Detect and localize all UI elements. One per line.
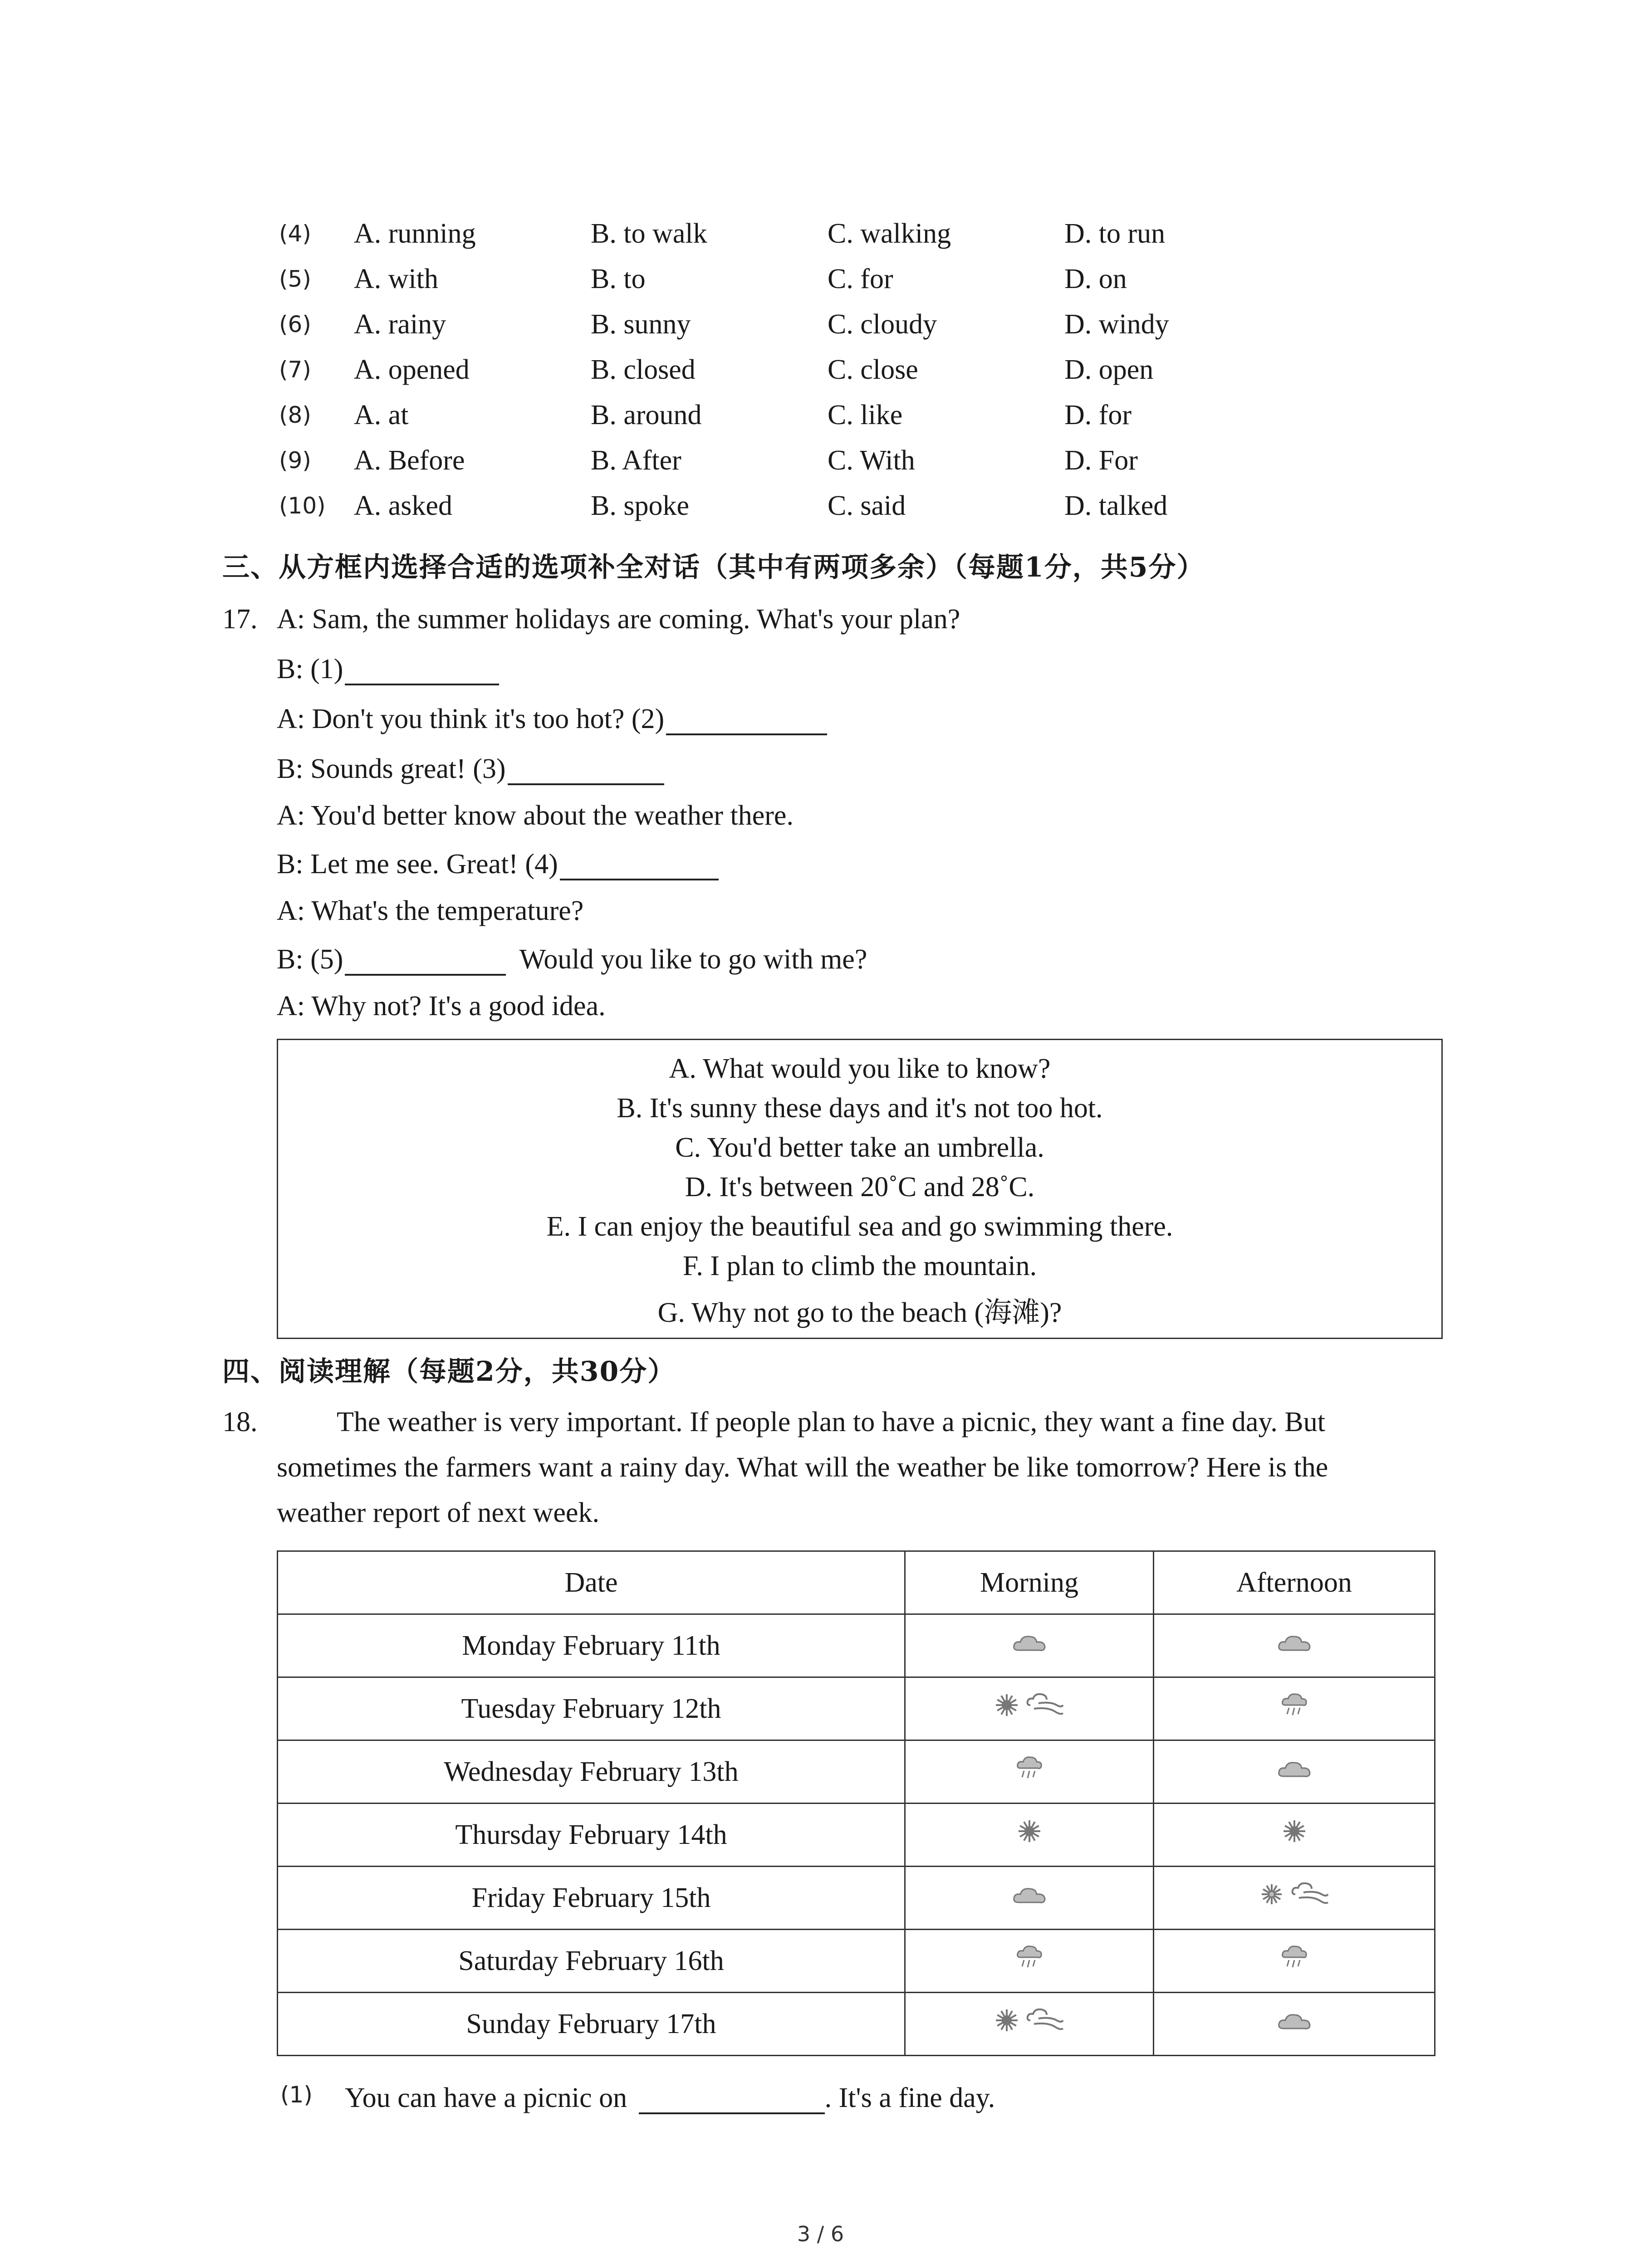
blank-2[interactable] (666, 706, 827, 735)
date-cell: Sunday February 17th (278, 1993, 905, 2056)
date-cell: Monday February 11th (278, 1614, 905, 1677)
weather-icons (1258, 1881, 1331, 1908)
blank-3[interactable] (508, 756, 664, 785)
dialog-text: B: (5) (277, 944, 343, 975)
afternoon-weather-cell (1154, 1677, 1435, 1740)
option-b[interactable]: B. After (591, 445, 681, 476)
afternoon-weather-cell (1154, 1867, 1435, 1930)
choice-a: A. What would you like to know? (669, 1053, 1051, 1084)
option-d[interactable]: D. windy (1064, 309, 1169, 340)
option-a[interactable]: A. with (354, 264, 438, 294)
weather-icons (1277, 1758, 1312, 1781)
sub-question-1-number (280, 2077, 313, 2110)
option-b[interactable]: B. around (591, 400, 702, 430)
option-b[interactable]: B. to walk (591, 218, 707, 249)
afternoon-weather-cell (1154, 1804, 1435, 1867)
option-a[interactable]: A. opened (354, 354, 470, 385)
question-17-number: 17. (222, 604, 258, 635)
windy-icon (1290, 1881, 1331, 1908)
cloudy-icon (1277, 1758, 1312, 1781)
option-number: (5) (279, 266, 311, 292)
sub-question-text: You can have a picnic on (345, 2082, 627, 2113)
blank-4[interactable] (560, 851, 719, 880)
afternoon-weather-cell (1154, 1740, 1435, 1804)
weather-icons (1016, 1755, 1043, 1782)
dialog-line-4 (277, 753, 664, 785)
cloudy-icon (1277, 1632, 1312, 1655)
rainy-icon (1016, 1755, 1043, 1782)
date-cell: Saturday February 16th (278, 1930, 905, 1993)
dialog-text: A: Don't you think it's too hot? (2) (277, 704, 665, 734)
rainy-icon (1016, 1944, 1043, 1971)
option-c[interactable]: C. for (828, 264, 893, 294)
dialog-line-7: A: What's the temperature? (277, 895, 584, 926)
snowy-icon (1258, 1881, 1285, 1908)
dialog-text: Would you like to go with me? (519, 944, 867, 975)
option-number: (6) (279, 311, 311, 337)
sub-question-1 (345, 2082, 995, 2114)
dialog-line-3 (277, 703, 827, 735)
dialog-line-2 (277, 653, 499, 685)
afternoon-weather-cell (1154, 1614, 1435, 1677)
option-b[interactable]: B. sunny (591, 309, 691, 340)
table-row (278, 1677, 1435, 1740)
option-d[interactable]: D. talked (1064, 490, 1168, 521)
morning-weather-cell (905, 1930, 1154, 1993)
option-a[interactable]: A. asked (354, 490, 452, 521)
option-number: (10) (279, 493, 326, 519)
table-row (278, 1614, 1435, 1677)
dialog-line-8 (277, 943, 867, 976)
table-row (278, 1930, 1435, 1993)
choice-box (277, 1039, 1443, 1339)
morning-weather-cell (905, 1993, 1154, 2056)
option-c[interactable]: C. cloudy (828, 309, 937, 340)
blank-5[interactable] (345, 947, 506, 976)
section-3-heading: 三、从方框内选择合适的选项补全对话（其中有两项多余）（每题1分，共5分） (222, 552, 1205, 583)
sub-question-number: (1) (280, 2082, 313, 2108)
option-b[interactable]: B. spoke (591, 490, 689, 521)
weather-icons (1016, 1944, 1043, 1971)
option-d[interactable]: D. for (1064, 400, 1132, 430)
section-4-heading: 四、阅读理解（每题2分，共30分） (222, 1356, 676, 1388)
header-morning: Morning (905, 1551, 1154, 1614)
option-c[interactable]: C. walking (828, 218, 951, 249)
weather-icons (1277, 1632, 1312, 1655)
morning-weather-cell (905, 1740, 1154, 1804)
morning-weather-cell (905, 1804, 1154, 1867)
cloudy-icon (1012, 1632, 1047, 1655)
option-d[interactable]: D. open (1064, 354, 1154, 385)
weather-icons (993, 2007, 1066, 2034)
dialog-line-9: A: Why not? It's a good idea. (277, 991, 606, 1022)
cloudy-icon (1277, 2010, 1312, 2033)
weather-icons (1281, 1818, 1308, 1845)
passage-line-2: sometimes the farmers want a rainy day. What will the weather be like tomorrow? Here is the (277, 1452, 1328, 1483)
choice-g: G. Why not go to the beach (海滩)? (657, 1297, 1062, 1328)
option-b[interactable]: B. to (591, 264, 646, 294)
blank-1[interactable] (345, 656, 499, 685)
option-a[interactable]: A. running (354, 218, 476, 249)
header-afternoon: Afternoon (1154, 1551, 1435, 1614)
page-number: 3 / 6 (797, 2222, 844, 2246)
option-d[interactable]: D. on (1064, 264, 1127, 294)
afternoon-weather-cell (1154, 1993, 1435, 2056)
dialog-line-1: A: Sam, the summer holidays are coming. What's your plan? (277, 604, 960, 635)
option-a[interactable]: A. at (354, 400, 409, 430)
option-number: (7) (279, 357, 311, 383)
answer-blank[interactable] (639, 2085, 825, 2114)
date-cell: Friday February 15th (278, 1867, 905, 1930)
passage-line-3: weather report of next week. (277, 1497, 599, 1528)
option-number: (9) (279, 447, 311, 474)
dialog-text: B: Sounds great! (3) (277, 753, 506, 784)
option-number: (4) (279, 220, 311, 247)
option-d[interactable]: D. to run (1064, 218, 1166, 249)
dialog-text: B: (1) (277, 654, 343, 684)
choice-b: B. It's sunny these days and it's not too hot. (617, 1093, 1103, 1124)
dialog-line-5: A: You'd better know about the weather there. (277, 800, 794, 831)
option-number: (8) (279, 402, 311, 428)
sunny-icon (1016, 1818, 1043, 1845)
option-c[interactable]: C. With (828, 445, 915, 476)
table-header-row (278, 1551, 1435, 1614)
header-date: Date (278, 1551, 905, 1614)
weather-icons (993, 1691, 1066, 1719)
date-cell: Wednesday February 13th (278, 1740, 905, 1804)
sunny-icon (1281, 1818, 1308, 1845)
option-c[interactable]: C. like (828, 400, 903, 430)
sub-question-text: . It's a fine day. (824, 2082, 995, 2113)
rainy-icon (1281, 1944, 1308, 1971)
weather-icons (1016, 1818, 1043, 1845)
question-18-number: 18. (222, 1407, 258, 1437)
afternoon-weather-cell (1154, 1930, 1435, 1993)
option-a[interactable]: A. rainy (354, 309, 446, 340)
dialog-line-6 (277, 848, 719, 880)
weather-report-table (277, 1550, 1435, 2056)
rainy-icon (1281, 1691, 1308, 1719)
option-c[interactable]: C. close (828, 354, 918, 385)
option-d[interactable]: D. For (1064, 445, 1138, 476)
weather-icons (1277, 2010, 1312, 2033)
table-row (278, 1740, 1435, 1804)
weather-icons (1012, 1884, 1047, 1907)
table-row (278, 1804, 1435, 1867)
morning-weather-cell (905, 1614, 1154, 1677)
option-a[interactable]: A. Before (354, 445, 465, 476)
option-b[interactable]: B. closed (591, 354, 696, 385)
weather-icons (1281, 1691, 1308, 1719)
sunny-icon (993, 2007, 1020, 2034)
date-cell: Thursday February 14th (278, 1804, 905, 1867)
table-row (278, 1993, 1435, 2056)
choice-c: C. You'd better take an umbrella. (675, 1132, 1044, 1163)
date-cell: Tuesday February 12th (278, 1677, 905, 1740)
sunny-icon (993, 1691, 1020, 1719)
passage-line-1: The weather is very important. If people plan to have a picnic, they want a fine day. But (337, 1407, 1325, 1437)
weather-icons (1281, 1944, 1308, 1971)
choice-e: E. I can enjoy the beautiful sea and go swimming there. (546, 1211, 1173, 1242)
weather-icons (1012, 1632, 1047, 1655)
option-c[interactable]: C. said (828, 490, 906, 521)
choice-f: F. I plan to climb the mountain. (682, 1251, 1037, 1281)
dialog-text: B: Let me see. Great! (4) (277, 849, 558, 880)
windy-icon (1025, 2007, 1066, 2034)
morning-weather-cell (905, 1677, 1154, 1740)
table-row (278, 1867, 1435, 1930)
morning-weather-cell (905, 1867, 1154, 1930)
windy-icon (1025, 1691, 1066, 1719)
cloudy-icon (1012, 1884, 1047, 1907)
choice-d: D. It's between 20˚C and 28˚C. (685, 1172, 1035, 1202)
